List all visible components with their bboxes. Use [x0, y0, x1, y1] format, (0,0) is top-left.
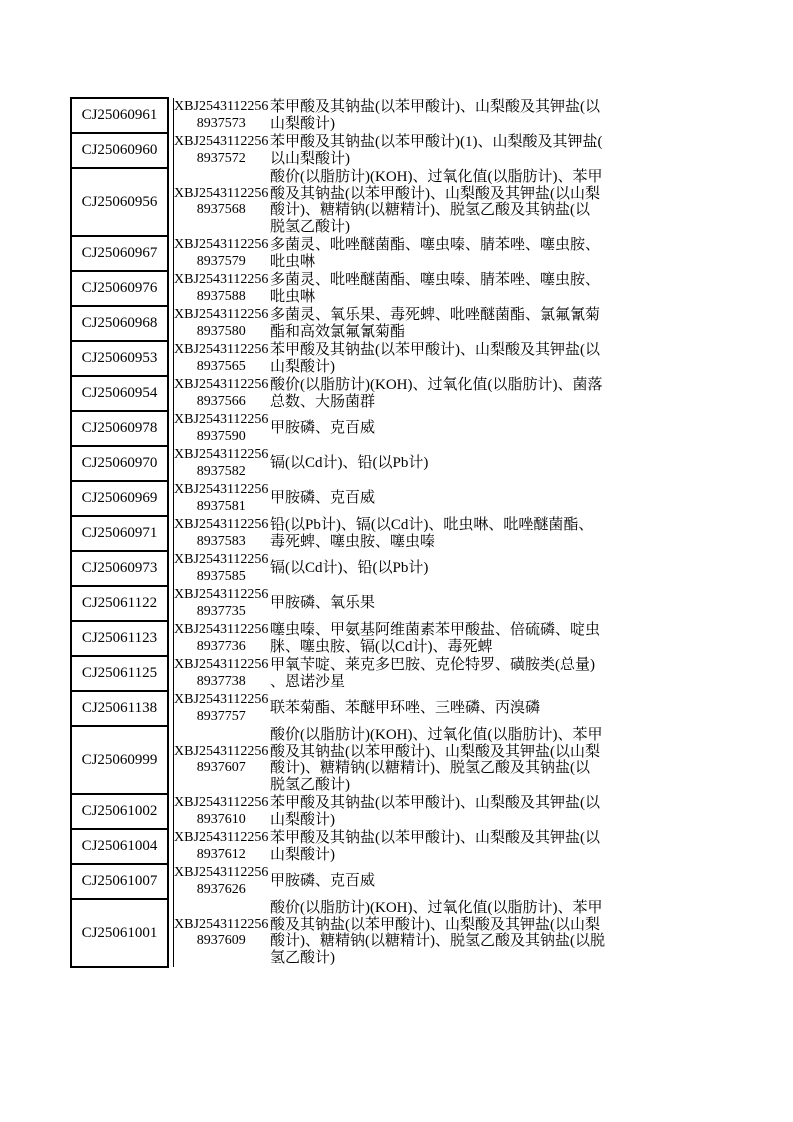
table-row — [71, 168, 605, 236]
report-no-line2: 8937566 — [196, 393, 246, 409]
report-no-line1: XBJ2543112256 — [174, 865, 269, 880]
sample-code: CJ25061007 — [81, 873, 158, 890]
test-items: 镉(以Cd计)、铅(以Pb计) — [270, 455, 429, 472]
test-items: 甲胺磷、克百威 — [270, 873, 376, 890]
test-items-cell — [269, 98, 605, 133]
sample-code-cell — [71, 656, 168, 691]
report-no-line2: 8937572 — [196, 150, 246, 166]
test-items: 镉(以Cd计)、铅(以Pb计) — [270, 560, 429, 577]
report-no-line2: 8937610 — [196, 811, 246, 827]
report-no-line1: XBJ2543112256 — [174, 482, 269, 497]
report-no-line2: 8937626 — [196, 881, 246, 897]
report-no-cell — [173, 829, 269, 864]
sample-code: CJ25061125 — [81, 665, 158, 682]
test-items-cell — [269, 551, 605, 586]
table-row — [71, 691, 605, 726]
sample-code: CJ25060954 — [81, 385, 158, 402]
test-items: 酸价(以脂肪计)(KOH)、过氧化值(以脂肪计)、苯甲酸及其钠盐(以苯甲酸计)、山梨酸及其钾盐(以山梨酸计)、糖精钠(以糖精计)、脱氢乙酸及其钠盐(以脱氢乙酸计) — [270, 727, 603, 793]
table-row — [71, 376, 605, 411]
report-no-line2: 8937588 — [196, 288, 246, 304]
sample-code: CJ25060968 — [81, 315, 158, 332]
report-no-line2: 8937573 — [196, 115, 246, 131]
report-no-cell — [173, 306, 269, 341]
report-no-line2: 8937738 — [196, 673, 246, 689]
test-items-cell — [269, 306, 605, 341]
sample-code-cell — [71, 794, 168, 829]
sample-code-cell — [71, 586, 168, 621]
report-no-cell — [173, 621, 269, 656]
table-row — [71, 341, 605, 376]
test-items: 酸价(以脂肪计)(KOH)、过氧化值(以脂肪计)、菌落总数、大肠菌群 — [270, 377, 603, 410]
report-no-line1: XBJ2543112256 — [174, 517, 269, 532]
report-no-cell — [173, 726, 269, 794]
sample-code-cell — [71, 899, 168, 967]
test-items: 多菌灵、吡唑醚菌酯、噻虫嗪、腈苯唑、噻虫胺、吡虫啉 — [270, 272, 601, 305]
report-no-line1: XBJ2543112256 — [174, 272, 269, 287]
table-row — [71, 271, 605, 306]
report-no-cell — [173, 168, 269, 236]
sample-code-cell — [71, 446, 168, 481]
report-no-line1: XBJ2543112256 — [174, 307, 269, 322]
table-row — [71, 794, 605, 829]
results-table — [70, 97, 606, 968]
report-no-line1: XBJ2543112256 — [174, 587, 269, 602]
sample-code: CJ25060960 — [81, 142, 158, 159]
test-items: 甲胺磷、克百威 — [270, 490, 376, 507]
report-no-line1: XBJ2543112256 — [174, 99, 269, 114]
table-row — [71, 586, 605, 621]
report-no-cell — [173, 236, 269, 271]
report-no-line2: 8937736 — [196, 638, 246, 654]
test-items-cell — [269, 271, 605, 306]
test-items-cell — [269, 829, 605, 864]
report-no-line2: 8937565 — [196, 358, 246, 374]
test-items: 噻虫嗪、甲氨基阿维菌素苯甲酸盐、倍硫磷、啶虫脒、噻虫胺、镉(以Cd计)、毒死蜱 — [270, 622, 601, 655]
sample-code: CJ25060971 — [81, 525, 158, 542]
test-items-cell — [269, 481, 605, 516]
table-row — [71, 236, 605, 271]
table-row — [71, 98, 605, 133]
test-items: 酸价(以脂肪计)(KOH)、过氧化值(以脂肪计)、苯甲酸及其钠盐(以苯甲酸计)、山梨酸及其钾盐(以山梨酸计)、糖精钠(以糖精计)、脱氢乙酸及其钠盐(以脱氢乙酸计) — [270, 900, 605, 966]
test-items-cell — [269, 341, 605, 376]
sample-code: CJ25061123 — [81, 630, 158, 647]
sample-code: CJ25061002 — [81, 803, 158, 820]
report-no-line2: 8937590 — [196, 428, 246, 444]
report-no-line1: XBJ2543112256 — [174, 743, 269, 759]
report-no-line1: XBJ2543112256 — [174, 795, 269, 810]
test-items-cell — [269, 446, 605, 481]
sample-code: CJ25061001 — [81, 924, 158, 941]
sample-code: CJ25061138 — [81, 700, 158, 717]
sample-code: CJ25060953 — [81, 350, 158, 367]
sample-code-cell — [71, 864, 168, 899]
sample-code: CJ25060970 — [81, 455, 158, 472]
report-no-line2: 8937612 — [196, 846, 246, 862]
sample-code-cell — [71, 691, 168, 726]
report-no-line2: 8937607 — [196, 760, 246, 775]
report-no-line1: XBJ2543112256 — [174, 185, 269, 201]
report-no-line1: XBJ2543112256 — [174, 657, 269, 672]
table-row — [71, 516, 605, 551]
report-no-line1: XBJ2543112256 — [174, 447, 269, 462]
table-row — [71, 481, 605, 516]
table-row — [71, 621, 605, 656]
results-table-body — [71, 98, 605, 967]
test-items: 甲胺磷、克百威 — [270, 420, 376, 437]
table-row — [71, 656, 605, 691]
test-items: 苯甲酸及其钠盐(以苯甲酸计)(1)、山梨酸及其钾盐(以山梨酸计) — [270, 134, 603, 167]
report-no-line2: 8937757 — [196, 708, 246, 724]
sample-code-cell — [71, 726, 168, 794]
test-items-cell — [269, 516, 605, 551]
test-items: 多菌灵、吡唑醚菌酯、噻虫嗪、腈苯唑、噻虫胺、吡虫啉 — [270, 237, 601, 270]
report-no-cell — [173, 899, 269, 967]
report-no-line2: 8937609 — [196, 933, 246, 948]
test-items-cell — [269, 376, 605, 411]
sample-code: CJ25060956 — [81, 193, 158, 210]
table-row — [71, 133, 605, 168]
test-items-cell — [269, 864, 605, 899]
sample-code: CJ25060999 — [81, 751, 158, 768]
sample-code: CJ25061004 — [81, 838, 158, 855]
sample-code: CJ25060967 — [81, 245, 158, 262]
table-row — [71, 899, 605, 967]
test-items-cell — [269, 236, 605, 271]
table-row — [71, 726, 605, 794]
report-no-line2: 8937581 — [196, 498, 246, 514]
report-no-cell — [173, 516, 269, 551]
sample-code: CJ25060976 — [81, 280, 158, 297]
report-no-cell — [173, 341, 269, 376]
sample-code-cell — [71, 376, 168, 411]
test-items: 苯甲酸及其钠盐(以苯甲酸计)、山梨酸及其钾盐(以山梨酸计) — [270, 342, 600, 375]
report-no-cell — [173, 691, 269, 726]
table-row — [71, 551, 605, 586]
report-no-line1: XBJ2543112256 — [174, 134, 269, 149]
report-no-line1: XBJ2543112256 — [174, 342, 269, 357]
report-no-line1: XBJ2543112256 — [174, 412, 269, 427]
report-no-cell — [173, 133, 269, 168]
test-items-cell — [269, 586, 605, 621]
report-no-cell — [173, 376, 269, 411]
report-no-cell — [173, 586, 269, 621]
report-no-cell — [173, 551, 269, 586]
test-items: 铅(以Pb计)、镉(以Cd计)、吡虫啉、吡唑醚菌酯、毒死蜱、噻虫胺、噻虫嗪 — [270, 517, 594, 550]
test-items: 苯甲酸及其钠盐(以苯甲酸计)、山梨酸及其钾盐(以山梨酸计) — [270, 99, 600, 132]
test-items: 联苯菊酯、苯醚甲环唑、三唑磷、丙溴磷 — [270, 700, 541, 717]
table-row — [71, 446, 605, 481]
report-no-line2: 8937582 — [196, 463, 246, 479]
report-no-cell — [173, 271, 269, 306]
sample-code-cell — [71, 133, 168, 168]
sample-code-cell — [71, 98, 168, 133]
report-no-line2: 8937585 — [196, 568, 246, 584]
sample-code-cell — [71, 516, 168, 551]
report-no-cell — [173, 411, 269, 446]
test-items-cell — [269, 691, 605, 726]
sample-code: CJ25060973 — [81, 560, 158, 577]
report-no-line2: 8937580 — [196, 323, 246, 339]
table-row — [71, 411, 605, 446]
sample-code-cell — [71, 306, 168, 341]
sample-code-cell — [71, 411, 168, 446]
report-no-line2: 8937568 — [196, 202, 246, 217]
report-no-line2: 8937579 — [196, 253, 246, 269]
test-items: 甲胺磷、氧乐果 — [270, 595, 376, 612]
table-row — [71, 829, 605, 864]
test-items-cell — [269, 621, 605, 656]
report-no-line1: XBJ2543112256 — [174, 552, 269, 567]
report-no-line1: XBJ2543112256 — [174, 830, 269, 845]
test-items-cell — [269, 656, 605, 691]
sample-code-cell — [71, 551, 168, 586]
sample-code: CJ25060969 — [81, 490, 158, 507]
report-no-line1: XBJ2543112256 — [174, 622, 269, 637]
report-no-cell — [173, 98, 269, 133]
test-items-cell — [269, 133, 605, 168]
sample-code: CJ25060961 — [81, 107, 158, 124]
test-items-cell — [269, 411, 605, 446]
report-no-line1: XBJ2543112256 — [174, 237, 269, 252]
sample-code: CJ25061122 — [81, 595, 158, 612]
test-items: 苯甲酸及其钠盐(以苯甲酸计)、山梨酸及其钾盐(以山梨酸计) — [270, 830, 600, 863]
report-no-cell — [173, 794, 269, 829]
test-items: 多菌灵、氧乐果、毒死蜱、吡唑醚菌酯、氯氟氰菊酯和高效氯氟氰菊酯 — [270, 307, 601, 340]
test-items-cell — [269, 794, 605, 829]
report-no-line2: 8937735 — [196, 603, 246, 619]
sample-code-cell — [71, 829, 168, 864]
sample-code-cell — [71, 341, 168, 376]
test-items-cell — [269, 899, 605, 967]
test-items: 酸价(以脂肪计)(KOH)、过氧化值(以脂肪计)、苯甲酸及其钠盐(以苯甲酸计)、山梨酸及其钾盐(以山梨酸计)、糖精钠(以糖精计)、脱氢乙酸及其钠盐(以脱氢乙酸计) — [270, 169, 603, 235]
test-items-cell — [269, 726, 605, 794]
sample-code-cell — [71, 481, 168, 516]
report-no-line1: XBJ2543112256 — [174, 916, 269, 932]
test-items-cell — [269, 168, 605, 236]
report-no-line2: 8937583 — [196, 533, 246, 549]
table-row — [71, 864, 605, 899]
test-items: 苯甲酸及其钠盐(以苯甲酸计)、山梨酸及其钾盐(以山梨酸计) — [270, 795, 600, 828]
test-items: 甲氧苄啶、莱克多巴胺、克伦特罗、磺胺类(总量)、恩诺沙星 — [270, 657, 595, 690]
report-no-line1: XBJ2543112256 — [174, 377, 269, 392]
sample-code-cell — [71, 236, 168, 271]
sample-code: CJ25060978 — [81, 420, 158, 437]
sample-code-cell — [71, 168, 168, 236]
sample-code-cell — [71, 621, 168, 656]
report-no-cell — [173, 481, 269, 516]
report-no-cell — [173, 446, 269, 481]
report-no-cell — [173, 864, 269, 899]
report-no-line1: XBJ2543112256 — [174, 692, 269, 707]
report-no-cell — [173, 656, 269, 691]
sample-code-cell — [71, 271, 168, 306]
table-row — [71, 306, 605, 341]
